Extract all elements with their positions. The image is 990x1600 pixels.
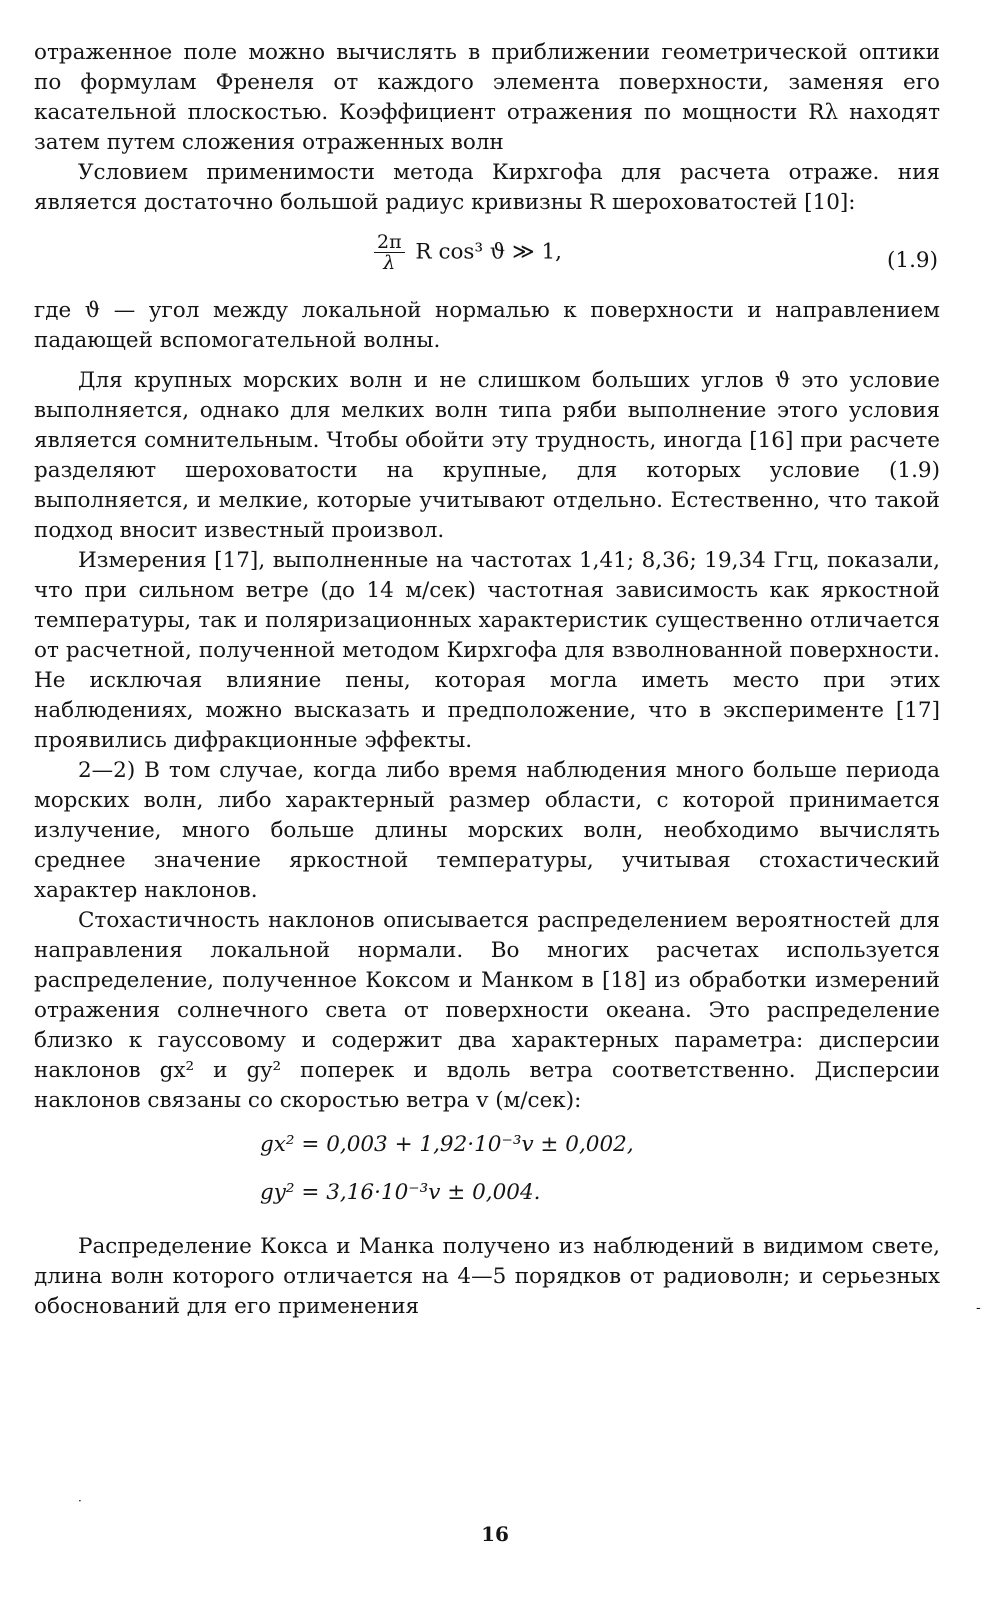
paragraph-6: 2—2) В том случае, когда либо время наблюдения много больше периода морских волн, либо характерный размер области, с которой принимается излучение, много больше длины морских волн, необходимо вычислять среднее значение яркостной температуры, учитывая стохастический характер наклонов. [34,758,940,903]
equation-gy [34,1174,940,1232]
equation-number: (1.9) [887,248,938,273]
dot-mark: · [78,1494,82,1508]
paragraph-7: Стохастичность наклонов описывается распределением вероятностей для направления локальной нормали. Во многих расчетах используется распределение, полученное Коксом и Манком в [18] из обработки измерений отражения солнечного света от поверхности океана. Это распределение близко к гауссовому и содержит два характерных параметра: дисперсии наклонов gx² и gy² поперек и вдоль ветра соответственно. Дисперсии наклонов связаны со скоростью ветра v (м/сек): [34,908,940,1113]
fraction-numerator: 2π [374,232,405,253]
margin-mark: - [976,1300,981,1316]
equation-gy-text: gy² = 3,16·10⁻³v ± 0,004. [260,1180,541,1205]
fraction [374,232,405,273]
paragraph-3: где ϑ — угол между локальной нормалью к поверхности и направлением падающей вспомогательной волны. [34,298,940,353]
page-number: 16 [481,1522,509,1546]
equation-gx-text: gx² = 0,003 + 1,92·10⁻³v ± 0,002, [260,1132,634,1157]
formula-rest: R cos³ ϑ ≫ 1, [415,239,562,265]
formula-1-9 [34,224,940,286]
fraction-denominator: λ [383,252,396,274]
paragraph-5: Измерения [17], выполненные на частотах 1,41; 8,36; 19,34 Ггц, показали, что при сильном ветре (до 14 м/сек) частотная зависимость как яркостной температуры, так и поляризационных характеристик существенно отличается от расчетной, полученной методом Кирхгофа для взволнованной поверхности. Не исключая влияние пены, которая могла иметь место при этих наблюдениях, можно высказать и предположение, что в эксперименте [17] проявились дифракционные эффекты. [34,548,940,753]
paragraph-8: Распределение Кокса и Манка получено из наблюдений в видимом свете, длина волн которого отличается на 4—5 порядков от радиоволн; и серьезных обоснований для его применения [34,1234,940,1319]
equation-gx [34,1116,940,1174]
paragraph-1: отраженное поле можно вычислять в приближении геометрической оптики по формулам Френеля от каждого элемента поверхности, заменяя его касательной плоскостью. Коэффициент отражения по мощности Rλ находят затем путем сложения отраженных волн [34,40,940,155]
page-body [34,38,940,1322]
formula-expression [374,232,562,273]
paragraph-4: Для крупных морских волн и не слишком больших углов ϑ это условие выполняется, однако для мелких волн типа ряби выполнение этого условия является сомнительным. Чтобы обойти эту трудность, иногда [16] при расчете разделяют шероховатости на крупные, для которых условие (1.9) выполняется, и мелкие, которые учитывают отдельно. Естественно, что такой подход вносит известный произвол. [34,368,940,543]
paragraph-2: Условием применимости метода Кирхгофа для расчета отраже. ния является достаточно большой радиус кривизны R шероховатостей [10]: [34,160,940,215]
